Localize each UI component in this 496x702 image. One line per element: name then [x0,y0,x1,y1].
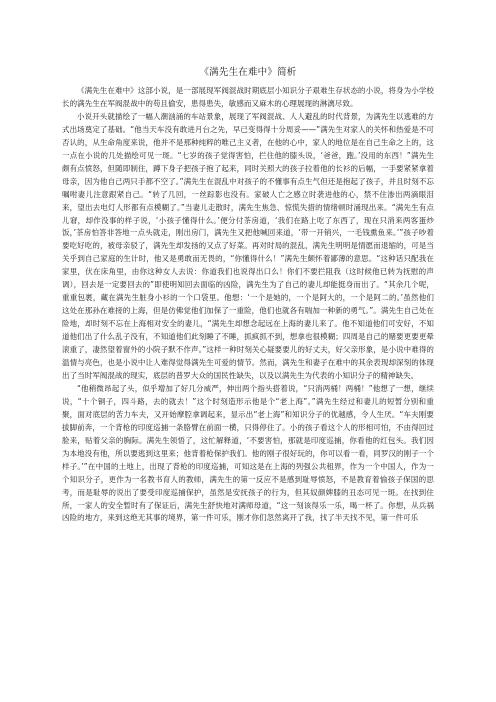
document-body [62,66,434,525]
paragraph-intro: 《满先生在难中》这部小说，是一部展现军阀混战时期底层小知识分子艰难生存状态的小说，将身为小学校长的满先生在军阀混战中的苟且偷安，患得患失，敏感而又麻木的心理展现的淋漓尽致。 [62,86,434,108]
paragraph-continued: “他稍微昂起了头，似乎增加了好几分威严，伸出两个指头搭着说，“只消两桶！两桶！”他想了一想，继续说，“十个铜子，四斗路，去的就去！”这个时刻造形示他是个“老上海”。”满先生经过和妻儿的短暂分别和重聚，面对底层的苦力车夫，又开始摩腔拿调起来，显示出“老上海”和知识分子的优越感，令人生厌。“车夫刚要拔脚前奔，一个背枪的印度巡捕一条胳臂在前面一横，只得停住了。小的孩子看这个人的形相可怕，不由得回过脸来，贴着父亲的胸际。满先生领悟了，这忙解释道，‘不要害怕，那就是印度巡捕，你看他的红包头。我们因为本地没有他，所以要逃到这里来；他背着枪保护我们。他的刚子很好玩的，你可以看一看，同罗汉的刚子一个样子。’”在中国的土地上，出现了背枪的印度巡捕，可知这是在上海的列强公共租界，作为一个中国人，作为一个知识分子，更作为一名教书育人的教师，满先生的第一反应不是感到耻辱愤怒，不是教育着愉孩子保国的思考，而是耻辱的说出了要受印度巡捕保护，虽然是安抚孩子的行为，但其奴颜婢膝的丑态可见一斑。在找到住所，一家人的安全暂时有了保证后，满先生舒快地对满师母道，“这一刻该得乐一乐，喝一杯了。你想，从兵祸凶险的地方，来到这绝无其事的境界，第一件可乐，刚才你们忽然离开了我，找了半天找不见，第一件可乐 [62,383,434,523]
paragraph-analysis: 小说开头就描绘了一幅人潮汹涌的车站景象，展现了军阀混战、人人避乱的时代背景，为满先生以逃难的方式出场奠定了基础。“他当天车没有敢进月台之先，早已变得得十分周妥——”满先生对家人的关怀和热爱是不可否认的，从生命角度来说，他并不是那种纯粹的唯己主义者，在他的心中，家人的地位是在自己生命之上的，这一点在小说的几处描绘可见一斑。“七岁的孩子觉得害怕，拦住他的膝头说，‘爸爸，跑。’没用的东西！”满先生颇有点愤怒，但随即制住，蹲下身子把孩子抱了起来，同时关照大的孩子拉着他的长衫的后幅，一手要紧紧拿着母亲，因为他自己两只手都不空了。”满先生在混乱中对孩子的不懂事有点生气但还是抱起了孩子，并且时刻不忘嘱咐妻儿注意跟紧自己。“转了几回，一丝踪影也没有。家破人亡之感立时袭进他的心，禁不住渗出两滴眼泪来，望出去电灯人形都有点模糊了。”当妻儿走散时，满先生焦急、惊慌失措的情绪顿时涌现出来。“满先生有点儿窘，却作没事的样子说，‘小孩子懂得什么。’便分付茶房道，‘我们在路上吃了东西了，现在只消来两客蛋炒饭，’茶房怕答非答地一点头就走，刚出房门，满先生又把他喊回来道，‘带一开销兴，一毛钱熏鱼来。’”孩子吵着要吃好吃的，被母亲驳了，满先生却发扬的又点了好菜。再对时局的混乱，满先生明明是情愿而退缩的，可是当关乎到自己家庭的生计时，他又是勇敢而无畏的，“你懂得什么！”满先生颇怀着鄙薄的意思。“这种话只配我在家里，伏在床角里，由你这种女人去说：你道我们也说得出口么！你们不要拦阻我（这时候他已转为抚慰的声调），回去是一定要回去的”即使明知回去面临的凶险，满先生为了自己的妻儿却能挺身而出了。“其余几个呢，重重包裹，藏在满先生脏身小衫的一个口袋里。他想：‘一个是她的，一个是阿大的，一个是阿二的。’虽然他们这处在那孙在难接的上海，但是仿佛觉他们加保了一重险，他们也就各有喘加一种新的勇气。”。满先生自己处在险地，却时刻不忘在上海相对安全的妻儿，“满先生却想念起远在上海的妻儿来了。他不知道他们可安好，不知道他们出了什么乱子没有，不知道他们此刻睡了不睡，抓疯抓不到，想拿也很模糊；四周是自己的赌要更要更晕滚重了，凄然望着窗外的小院子默不作声。”这样一种时刻关心疑要要儿的好丈夫，好父亲形象，是小说中难得的温情与亮色，也是小说中让人难得觉得满先生可爱的情节。然而，满先生和妻子在难中的其余表现却深刻的体现出了当时军阀混战的现实，底层的普罗大众的国民性缺失，以及以满先生为代表的小知识分子的精神缺失。 [62,111,434,380]
document-title: 《满先生在难中》简析 [199,67,297,78]
